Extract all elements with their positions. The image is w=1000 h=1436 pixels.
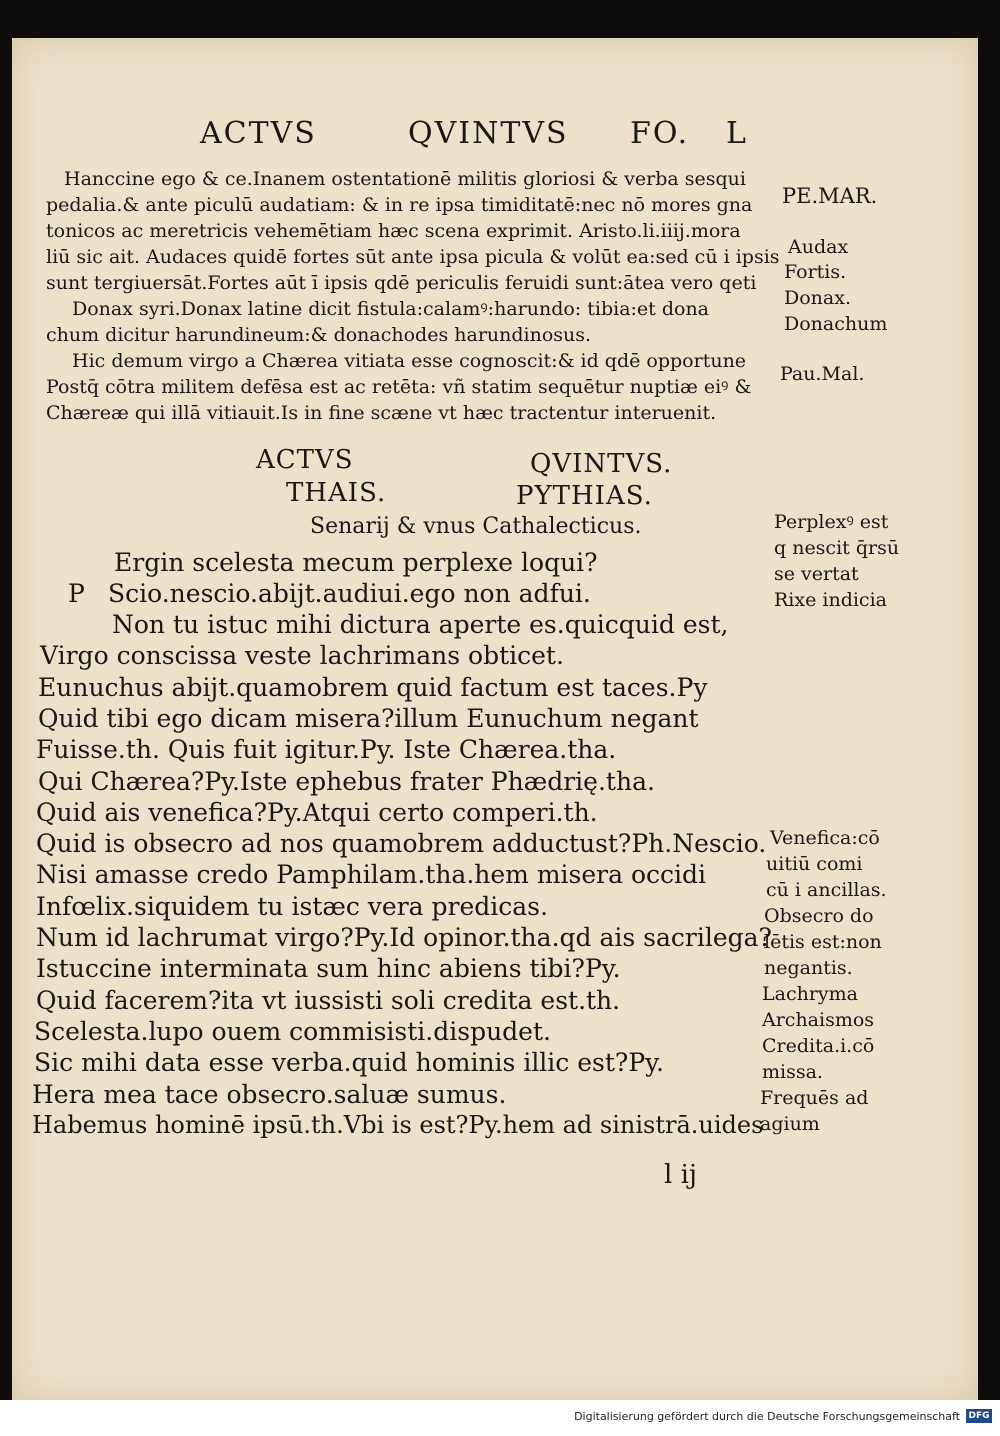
commentary-line: liū sic ait. Audaces quidē fortes sūt ante ipsa picula & volūt ea:sed cū i ipsis xyxy=(46,246,780,268)
verse-line: Sic mihi data esse verba.quid hominis illic est?Py. xyxy=(34,1048,664,1077)
commentary-line: sunt tergiuersāt.Fortes aūt ī ipsis qdē periculis feruidi sunt:ātea vero qeti xyxy=(46,272,757,294)
verse-line: Istuccine interminata sum hinc abiens tibi?Py. xyxy=(36,954,621,983)
margin-note: Frequēs ad xyxy=(760,1087,869,1109)
margin-note: q nescit q̄rsū xyxy=(774,537,900,559)
commentary-line: pedalia.& ante piculū audatiam: & in re ipsa timiditatē:nec nō mores gna xyxy=(46,194,753,216)
margin-note: Archaismos xyxy=(762,1009,875,1031)
margin-note: Donachum xyxy=(784,313,888,335)
verse-line: Virgo conscissa veste lachrimans obticet. xyxy=(40,641,564,670)
verse-line: Scelesta.lupo ouem commisisti.dispudet. xyxy=(34,1017,551,1046)
funding-notice: Digitalisierung gefördert durch die Deutsche Forschungsgemeinschaft xyxy=(574,1410,960,1423)
margin-note: missa. xyxy=(762,1061,823,1083)
act-heading-right: QVINTVS. xyxy=(530,449,673,479)
margin-note: Donax. xyxy=(784,287,851,309)
running-head-left: ACTVS xyxy=(200,116,317,151)
margin-note: uitiū comi xyxy=(766,853,863,875)
verse-line: Scio.nescio.abijt.audiui.ego non adfui. xyxy=(108,579,591,608)
speaker-heading-thais: THAIS. xyxy=(286,478,387,508)
commentary-line: Hanccine ego & ce.Inanem ostentationē militis gloriosi & verba sesqui xyxy=(64,168,746,190)
act-heading-left: ACTVS xyxy=(256,445,354,475)
verse-line: Eunuchus abijt.quamobrem quid factum est taces.Py xyxy=(38,673,708,702)
commentary-line: Hic demum virgo a Chærea vitiata esse cognoscit:& id qdē opportune xyxy=(72,350,747,372)
margin-note: negantis. xyxy=(764,957,853,979)
footer-bar xyxy=(0,1400,1000,1436)
folio-label: FO. xyxy=(630,116,690,151)
verse-line: Fuisse.th. Quis fuit igitur.Py. Iste Chærea.tha. xyxy=(36,735,617,764)
verse-line: Quid tibi ego dicam misera?illum Eunuchum negant xyxy=(38,704,699,733)
margin-note: Lachryma xyxy=(762,983,858,1005)
verse-line: Nisi amasse credo Pamphilam.tha.hem misera occidi xyxy=(36,860,706,889)
margin-note: Credita.i.cō xyxy=(762,1035,875,1057)
verse-line: Non tu istuc mihi dictura aperte es.quicquid est, xyxy=(112,610,729,639)
margin-note: PE.MAR. xyxy=(782,184,878,208)
verse-line: Num id lachrumat virgo?Py.Id opinor.tha.qd ais sacrilega? xyxy=(36,923,772,952)
margin-note: Audax xyxy=(788,236,849,258)
running-head-center: QVINTVS xyxy=(408,116,569,151)
margin-note: cū i ancillas. xyxy=(766,879,887,901)
verse-line: Infœlix.siquidem tu istæc vera predicas. xyxy=(36,892,548,921)
margin-note: se vertat xyxy=(774,563,859,585)
margin-note: Perplexꝰ est xyxy=(774,511,889,533)
commentary-line: tonicos ac meretricis vehemētiam hæc scena exprimit. Aristo.li.iiij.mora xyxy=(46,220,741,242)
dfg-logo-icon: DFG xyxy=(966,1409,992,1423)
margin-note: Venefica:cō xyxy=(770,827,880,849)
folio-number: L xyxy=(726,116,748,151)
verse-line: Hera mea tace obsecro.saluæ sumus. xyxy=(32,1080,507,1109)
margin-note: lētis est:non xyxy=(764,931,882,953)
margin-note: Fortis. xyxy=(784,261,847,283)
speaker-mark: P xyxy=(68,579,85,608)
commentary-line: Chæreæ qui illā vitiauit.Is in fine scæne vt hæc tractentur interuenit. xyxy=(46,402,717,424)
meter-note: Senarij & vnus Cathalecticus. xyxy=(310,514,642,539)
commentary-line: Donax syri.Donax latine dicit fistula:calamꝰ:harundo: tibia:et dona xyxy=(72,298,710,320)
verse-line: Habemus hominē ipsū.th.Vbi is est?Py.hem ad sinistrā.uides xyxy=(32,1111,764,1139)
speaker-heading-pythias: PYTHIAS. xyxy=(516,481,653,511)
commentary-line: Postq̄ cōtra militem defēsa est ac retēta: vñ statim sequētur nuptiæ eiꝰ & xyxy=(46,376,752,398)
verse-line: Ergin scelesta mecum perplexe loqui? xyxy=(114,548,598,577)
verse-line: Quid facerem?ita vt iussisti soli credita est.th. xyxy=(36,986,621,1015)
catchword-signature: l ij xyxy=(664,1160,697,1190)
margin-note: Pau.Mal. xyxy=(780,363,865,385)
verse-line: Qui Chærea?Py.Iste ephebus frater Phædrię.tha. xyxy=(38,767,655,796)
verse-line: Quid ais venefica?Py.Atqui certo comperi.th. xyxy=(36,798,598,827)
margin-note: Obsecro do xyxy=(764,905,874,927)
commentary-line: chum dicitur harundineum:& donachodes harundinosus. xyxy=(46,324,592,346)
verse-line: Quid is obsecro ad nos quamobrem adductust?Ph.Nescio. xyxy=(36,829,767,858)
margin-note: agium xyxy=(760,1113,820,1135)
margin-note: Rixe indicia xyxy=(774,589,887,611)
